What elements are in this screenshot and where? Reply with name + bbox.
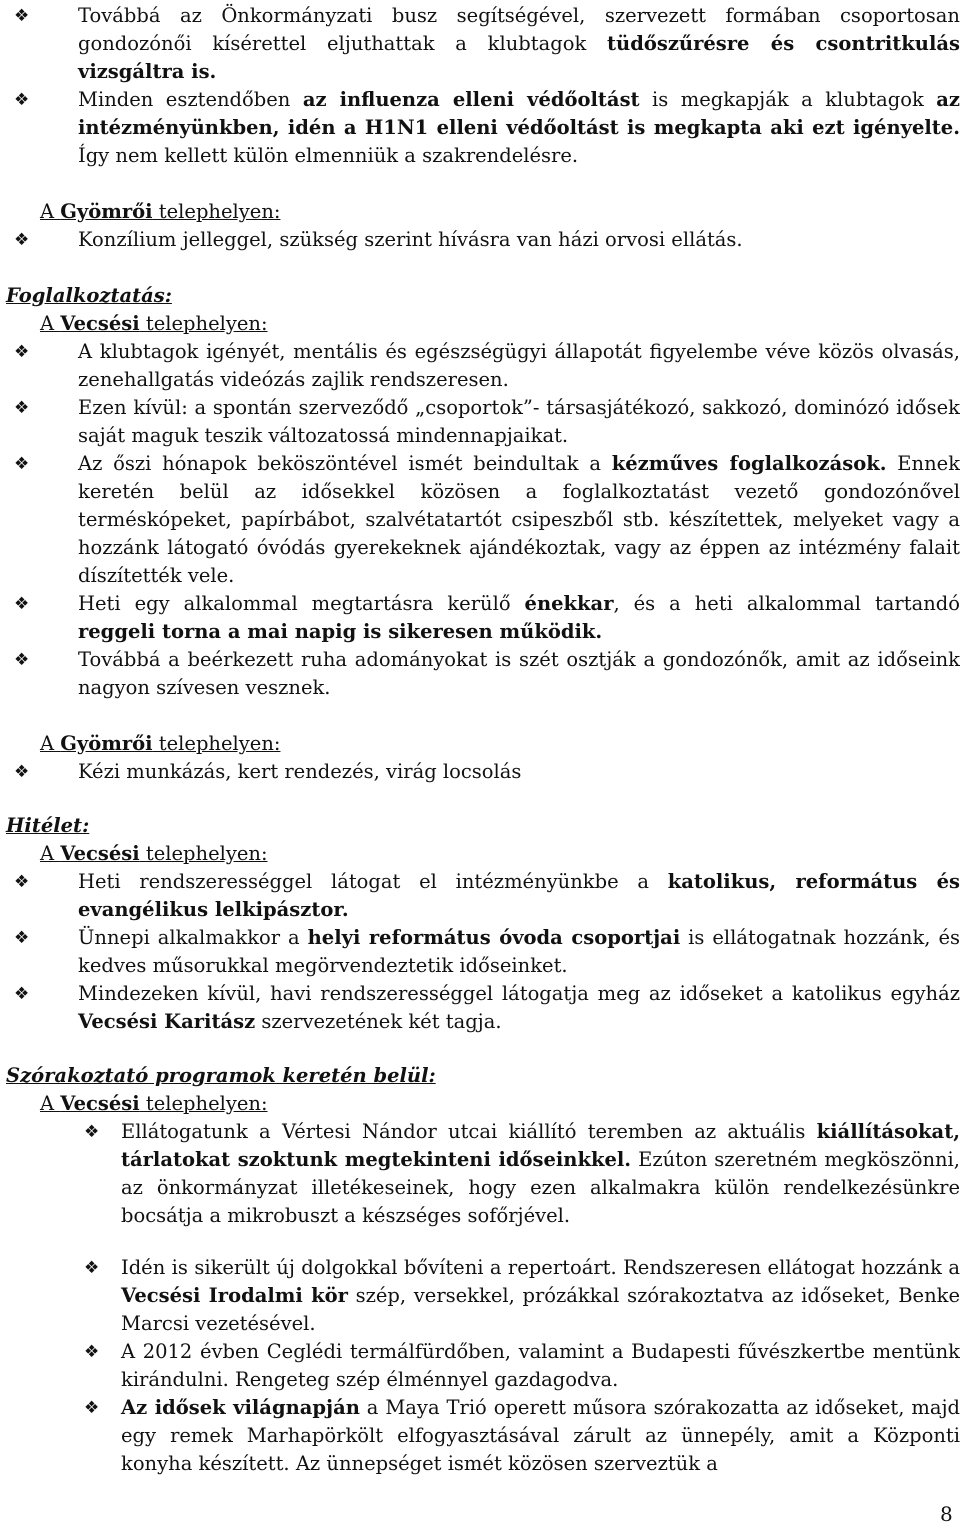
section-heading-szorakoztato: Szórakoztató programok keretén belül: <box>6 1064 436 1087</box>
site-label-vecses: A Vecsési telephelyen: <box>40 842 268 865</box>
section-heading-hitelet: Hitélet: <box>6 814 90 837</box>
diamond-bullet-icon: ❖ <box>14 762 30 782</box>
page-number: 8 <box>940 1502 953 1526</box>
diamond-bullet-icon: ❖ <box>14 342 30 362</box>
diamond-bullet-icon: ❖ <box>14 230 30 250</box>
list-item: ❖ Heti egy alkalommal megtartásra kerülő énekkar, és a heti alkalommal tartandó reggeli torna a mai napig is sikeresen működik. <box>14 592 960 643</box>
list-item: ❖ Továbbá az Önkormányzati busz segítségével, szervezett formában csoportosan gondozónői kísérettel eljuthattak a klubtagok tüdőszűrésre és csontritkulás vizsgáltra is. <box>14 4 960 83</box>
list-item: ❖ Ellátogatunk a Vértesi Nándor utcai kiállító teremben az aktuális kiállításokat, tárlatokat szoktunk megtekinteni időseinkkel. Ezúton szeretném megköszönni, az önkormányzat illetékeseinek, hogy ezen alkalmakra külön rendelkezésünkre bocsátja a mikrobuszt a készséges sofőrjével. <box>84 1120 960 1227</box>
list-item: ❖ Konzílium jelleggel, szükség szerint hívásra van házi orvosi ellátás. <box>14 226 960 254</box>
list-item: ❖ Idén is sikerült új dolgokkal bővíteni a repertoárt. Rendszeresen ellátogat hozzánk a Vecsési Irodalmi kör szép, versekkel, prózákkal szórakoztatva az időseket, Benke Marcsi vezetésével. <box>84 1256 960 1335</box>
site-label-gyomro: A Gyömrői telephelyen: <box>40 200 281 223</box>
diamond-bullet-icon: ❖ <box>14 872 30 892</box>
list-item: ❖ Továbbá a beérkezett ruha adományokat is szét osztják a gondozónők, amit az időseink nagyon szívesen vesznek. <box>14 648 960 699</box>
diamond-bullet-icon: ❖ <box>14 90 30 110</box>
list-item: ❖ Ünnepi alkalmakkor a helyi református óvoda csoportjai is ellátogatnak hozzánk, és kedves műsorukkal megörvendeztetik időseinket. <box>14 926 960 977</box>
diamond-bullet-icon: ❖ <box>84 1398 100 1418</box>
list-item: ❖ A 2012 évben Ceglédi termálfürdőben, valamint a Budapesti fűvészkertbe mentünk kirándulni. Rengeteg szép élménnyel gazdagodva. <box>84 1340 960 1391</box>
list-item: ❖ Az őszi hónapok beköszöntével ismét beindultak a kézműves foglalkozások. Ennek keretén belül az idősekkel közösen a foglalkoztatást vezető gondozónővel terméskópeket, papírbábot, szalvétatartót csipeszből stb. készítettek, melyeket vagy a hozzánk látogató óvódás gyerekeknek ajándékoztak, vagy az éppen az intézmény falait díszítették vele. <box>14 452 960 587</box>
list-item: ❖ Heti rendszerességgel látogat el intézményünkbe a katolikus, református és evangélikus lelkipásztor. <box>14 870 960 921</box>
list-item: ❖ A klubtagok igényét, mentális és egészségügyi állapotát figyelembe véve közös olvasás, zenehallgatás videózás zajlik rendszeresen. <box>14 340 960 391</box>
list-item: ❖ Mindezeken kívül, havi rendszerességgel látogatja meg az időseket a katolikus egyház Vecsési Karitász szervezetének két tagja. <box>14 982 960 1033</box>
diamond-bullet-icon: ❖ <box>84 1342 100 1362</box>
diamond-bullet-icon: ❖ <box>84 1258 100 1278</box>
list-item: ❖ Ezen kívül: a spontán szerveződő „csoportok”- társasjátékozó, sakkozó, dominózó idősek saját maguk teszik változatossá mindennapjaikat. <box>14 396 960 447</box>
site-label-vecses: A Vecsési telephelyen: <box>40 1092 268 1115</box>
site-label-gyomro: A Gyömrői telephelyen: <box>40 732 281 755</box>
diamond-bullet-icon: ❖ <box>14 594 30 614</box>
diamond-bullet-icon: ❖ <box>14 454 30 474</box>
diamond-bullet-icon: ❖ <box>84 1122 100 1142</box>
diamond-bullet-icon: ❖ <box>14 984 30 1004</box>
site-label-vecses: A Vecsési telephelyen: <box>40 312 268 335</box>
list-item: ❖ Kézi munkázás, kert rendezés, virág locsolás <box>14 758 960 786</box>
section-heading-foglalkoztatas: Foglalkoztatás: <box>6 284 172 307</box>
diamond-bullet-icon: ❖ <box>14 398 30 418</box>
list-item: ❖ Minden esztendőben az influenza elleni védőoltást is megkapják a klubtagok az intézményünkben, idén a H1N1 elleni védőoltást is megkapta aki ezt igényelte. Így nem kellett külön elmenniük a szakrendelésre. <box>14 88 960 167</box>
diamond-bullet-icon: ❖ <box>14 650 30 670</box>
diamond-bullet-icon: ❖ <box>14 6 30 26</box>
diamond-bullet-icon: ❖ <box>14 928 30 948</box>
list-item: ❖ Az idősek világnapján a Maya Trió operett műsora szórakozatta az időseket, majd egy remek Marhapörkölt elfogyasztásával zárult az ünnepély, amit a Központi konyha készített. Az ünnepséget ismét közösen szerveztük a <box>84 1396 960 1475</box>
